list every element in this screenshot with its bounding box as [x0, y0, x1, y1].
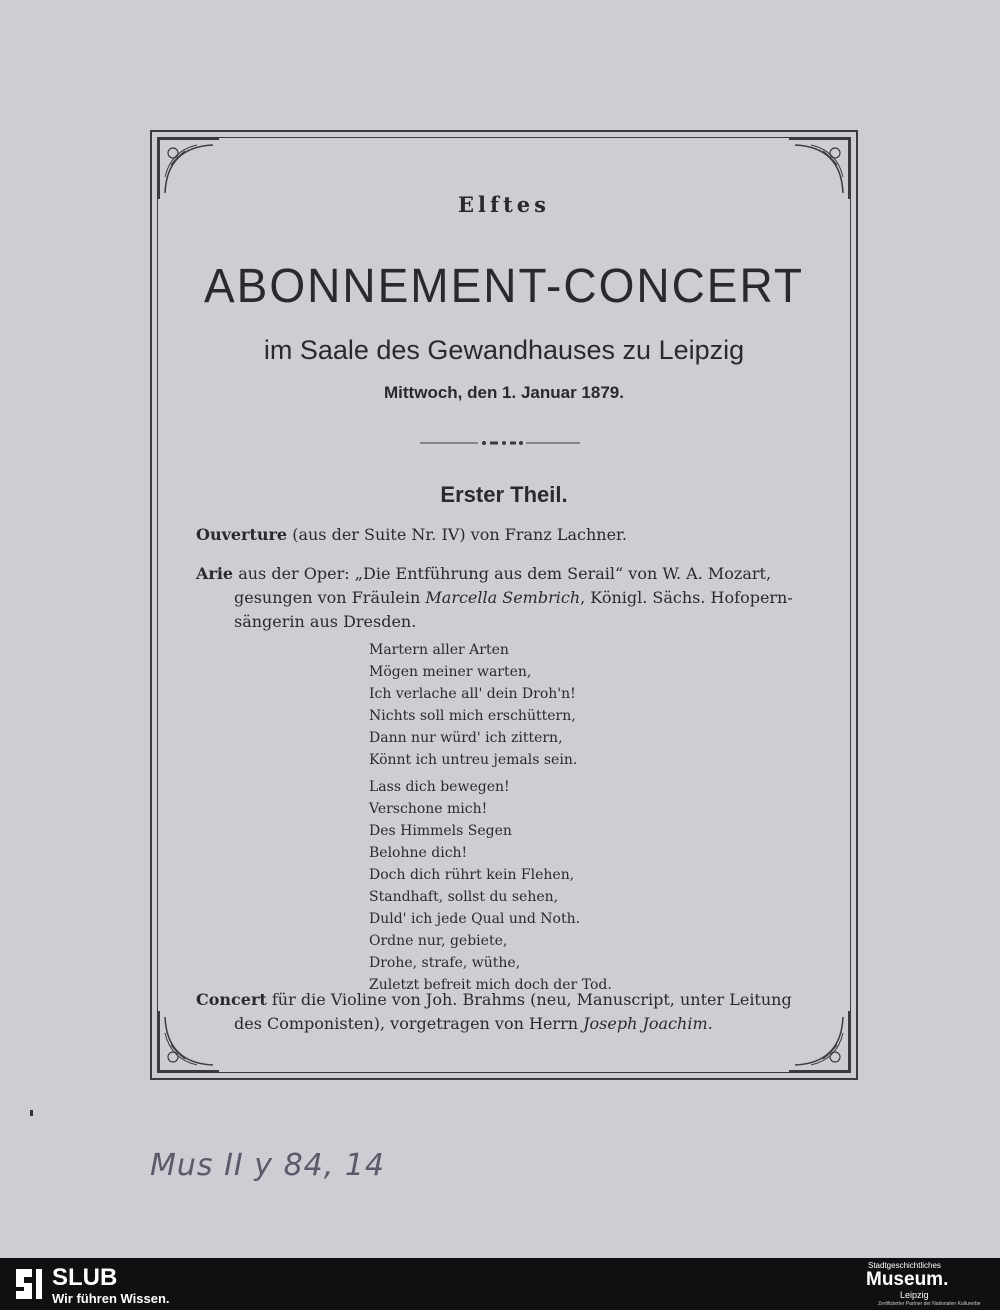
- concert-number: Elftes: [458, 192, 550, 217]
- handwritten-shelfmark: Mus II y 84, 14: [150, 1148, 386, 1183]
- ornament-divider-icon: [420, 440, 580, 446]
- slub-logo-icon[interactable]: [12, 1265, 46, 1303]
- item-text: aus der Oper: „Die Entführung aus dem Serail“ von W. A. Mozart,: [238, 564, 772, 583]
- library-name[interactable]: SLUB: [52, 1264, 118, 1291]
- verse-line: Standhaft, sollst du sehen,: [369, 889, 559, 905]
- verse-line: Drohe, strafe, wüthe,: [369, 955, 521, 971]
- verse-line: Martern aller Arten: [369, 642, 509, 658]
- page-title: ABONNEMENT-CONCERT: [204, 257, 804, 313]
- museum-note: Zertifizierter Partner der Nationalen Kulturerbe: [878, 1301, 981, 1307]
- concert-performer-line: [234, 1012, 713, 1036]
- arie-text: gesungen von Fräulein: [234, 588, 421, 607]
- ornament-corner-icon: [157, 1009, 221, 1073]
- soloist-name: Joseph Joachim.: [583, 1014, 713, 1033]
- item-text: für die Violine von Joh. Brahms (neu, Manuscript, unter Leitung: [271, 990, 792, 1009]
- program-item-concert: [196, 988, 792, 1012]
- program-item-arie: [196, 562, 771, 586]
- concert-text: des Componisten), vorgetragen von Herrn: [234, 1014, 579, 1033]
- verse-line: Nichts soll mich erschüttern,: [369, 708, 576, 724]
- verse-line: Könnt ich untreu jemals sein.: [369, 752, 578, 768]
- verse-line: Lass dich bewegen!: [369, 779, 510, 795]
- library-tagline: Wir führen Wissen.: [52, 1291, 170, 1306]
- program-item-ouverture: [196, 523, 627, 547]
- verse-line: Des Himmels Segen: [369, 823, 512, 839]
- ornament-corner-icon: [787, 1009, 851, 1073]
- verse-line: Ordne nur, gebiete,: [369, 933, 508, 949]
- museum-city: Leipzig: [900, 1290, 929, 1300]
- verse-line: Duld' ich jede Qual und Noth.: [369, 911, 581, 927]
- museum-name[interactable]: Museum.: [866, 1269, 949, 1290]
- verse-line: Belohne dich!: [369, 845, 468, 861]
- verse-line: Doch dich rührt kein Flehen,: [369, 867, 575, 883]
- item-text: (aus der Suite Nr. IV) von Franz Lachner.: [292, 525, 628, 544]
- museum-prefix: Stadtgeschichtliches: [868, 1261, 941, 1270]
- arie-performer-line: [234, 586, 793, 610]
- item-label: Ouverture: [196, 525, 288, 544]
- viewer-footer: [0, 1258, 1000, 1310]
- verse-line: Ich verlache all' dein Droh'n!: [369, 686, 576, 702]
- item-label: Arie: [196, 564, 234, 583]
- verse-line: Dann nur würd' ich zittern,: [369, 730, 563, 746]
- arie-performer-origin: sängerin aus Dresden.: [234, 612, 417, 631]
- arie-text: , Königl. Sächs. Hofopern-: [580, 588, 793, 607]
- singer-name: Marcella Sembrich: [425, 588, 581, 607]
- verse-line: Mögen meiner warten,: [369, 664, 532, 680]
- item-label: Concert: [196, 990, 267, 1009]
- page-mark: [30, 1110, 33, 1116]
- verse-line: Zuletzt befreit mich doch der Tod.: [369, 977, 612, 993]
- section-title: Erster Theil.: [440, 482, 568, 507]
- verse-line: Verschone mich!: [369, 801, 488, 817]
- concert-date: Mittwoch, den 1. Januar 1879.: [384, 383, 624, 402]
- venue-line: im Saale des Gewandhauses zu Leipzig: [263, 335, 745, 365]
